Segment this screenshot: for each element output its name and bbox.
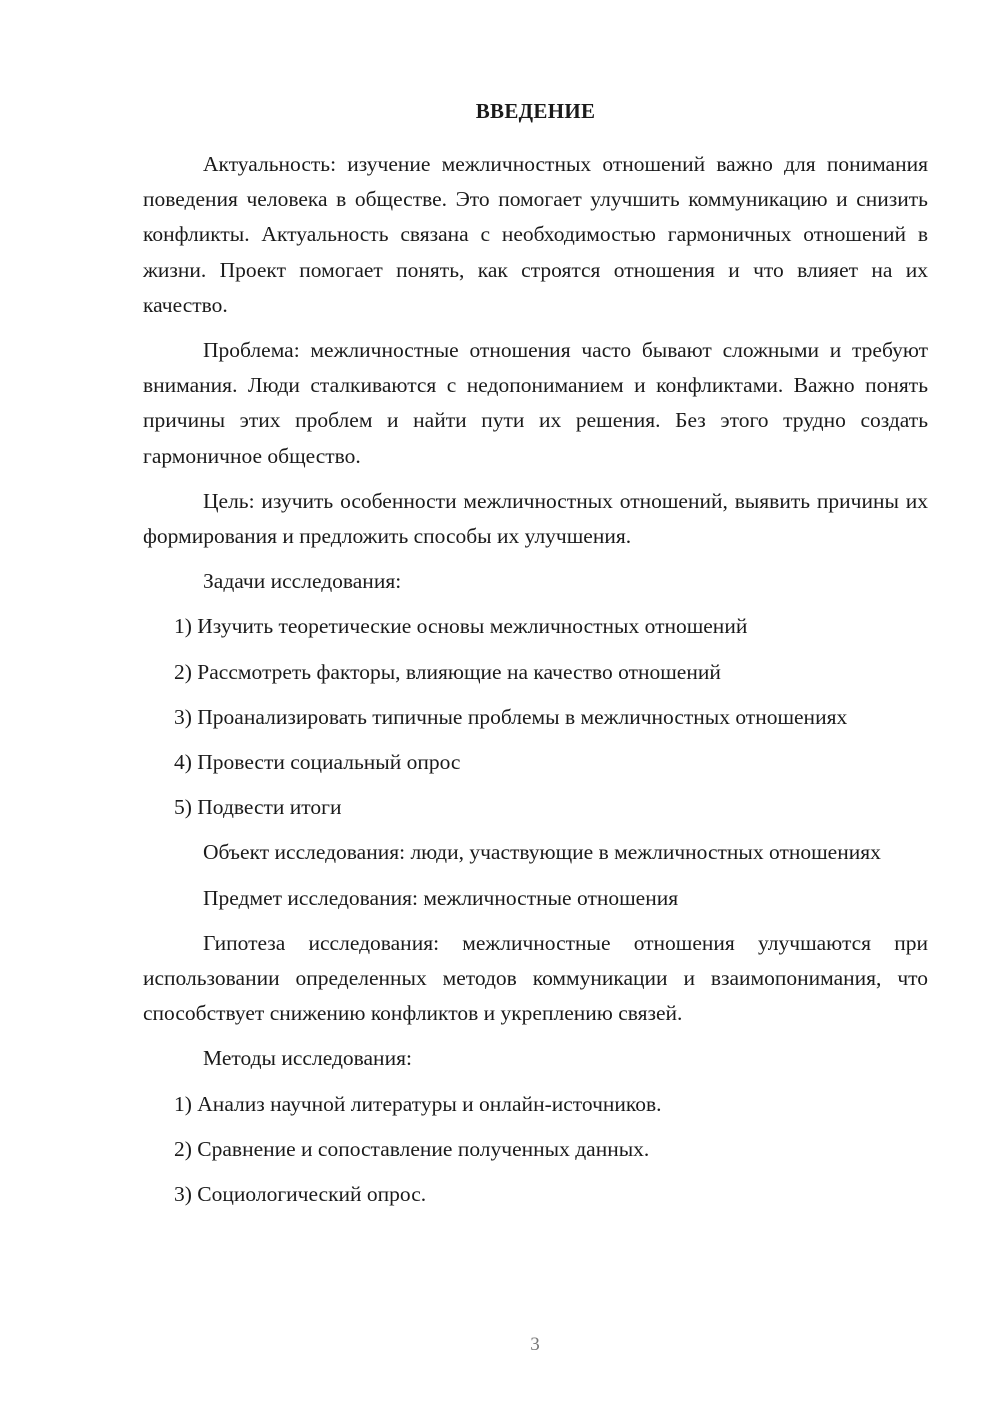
method-item: 2) Сравнение и сопоставление полученных данных. [174, 1136, 650, 1161]
task-item: 5) Подвести итоги [174, 795, 342, 820]
subject-paragraph: Предмет исследования: межличностные отношения [203, 885, 679, 910]
task-item: 1) Изучить теоретические основы межличностных отношений [174, 614, 748, 639]
method-item: 1) Анализ научной литературы и онлайн-источников. [174, 1091, 662, 1116]
page-title: ВВЕДЕНИЕ [475, 99, 596, 123]
hypothesis-paragraph: Гипотеза исследования: межличностные отношения улучшаются при использовании определенных методов коммуникации и взаимопонимания, что способствует снижению конфликтов и укреплению связей. [143, 930, 928, 1026]
problem-paragraph: Проблема: межличностные отношения часто бывают сложными и требуют внимания. Люди сталкиваются с недопониманием и конфликтами. Важно понять причины этих проблем и найти пути их решения. Без этого трудно создать гармоничное общество. [143, 338, 928, 468]
goal-paragraph: Цель: изучить особенности межличностных отношений, выявить причины их формирования и предложить способы их улучшения. [143, 488, 928, 549]
method-item: 3) Социологический опрос. [174, 1182, 427, 1207]
task-item: 2) Рассмотреть факторы, влияющие на качество отношений [174, 659, 721, 684]
relevance-paragraph: Актуальность: изучение межличностных отношений важно для понимания поведения человека в обществе. Это помогает улучшить коммуникацию и снизить конфликты. Актуальность связана с необходимостью гармоничных отношений в жизни. Проект помогает понять, как строятся отношения и что влияет на их качество. [143, 152, 928, 317]
task-item: 3) Проанализировать типичные проблемы в межличностных отношениях [174, 704, 848, 729]
tasks-heading: Задачи исследования: [203, 569, 402, 594]
methods-heading: Методы исследования: [203, 1046, 412, 1071]
task-item: 4) Провести социальный опрос [174, 750, 461, 775]
object-paragraph: Объект исследования: люди, участвующие в межличностных отношениях [203, 840, 881, 865]
document-page [143, 93, 928, 1222]
page-number: 3 [530, 1334, 540, 1355]
